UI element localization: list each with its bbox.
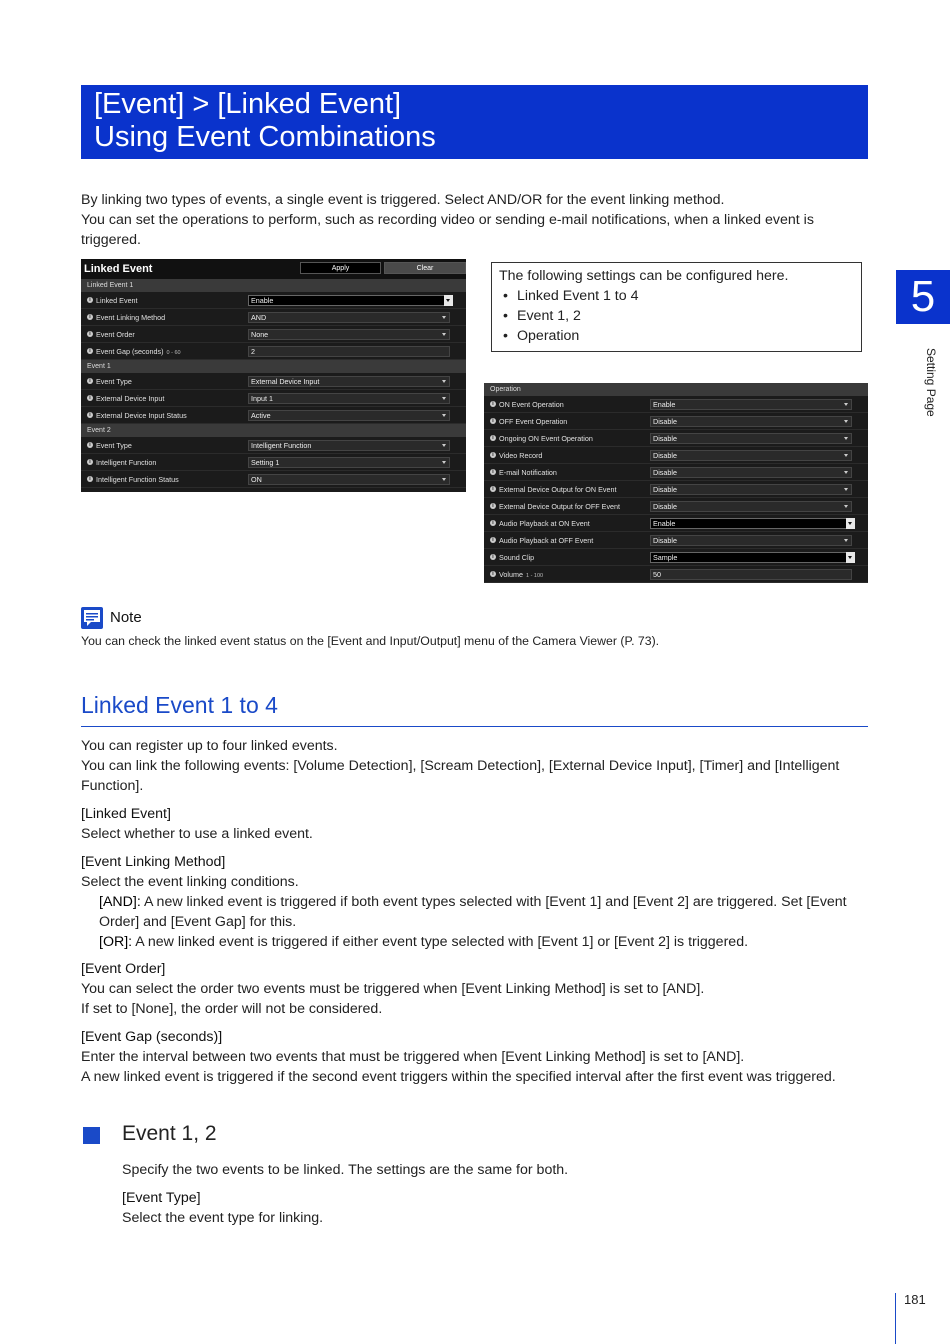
row-label: Sound Clip [499, 553, 535, 562]
chevron-down-icon [442, 333, 446, 336]
term-description: If set to [None], the order will not be considered. [81, 1001, 383, 1017]
term-event-order: [Event Order] [81, 961, 166, 977]
chevron-down-icon [442, 397, 446, 400]
chevron-down-icon [442, 444, 446, 447]
select-value: External Device Input [251, 377, 320, 386]
row-label: Video Record [499, 451, 543, 460]
row-label [499, 570, 543, 579]
row-audio-playback-off [484, 532, 868, 549]
select-value: ON [251, 475, 262, 484]
row-event-type-2 [81, 437, 466, 454]
term-description: Enter the interval between two events that must be triggered when [Event Linking Method] is set to [AND]. [81, 1049, 745, 1065]
chevron-down-icon [844, 437, 848, 440]
select-value: Setting 1 [251, 458, 280, 467]
intro-line-2: You can set the operations to perform, such as recording video or sending e-mail notifications, when a linked event is [81, 212, 814, 228]
paragraph: You can link the following events: [Volume Detection], [Scream Detection], [External Device Input], [Timer] and [Intelligent [81, 758, 840, 774]
page-number-rule [895, 1293, 896, 1344]
row-on-event-operation [484, 396, 868, 413]
row-external-device-input-status [81, 407, 466, 424]
event-order-select[interactable] [248, 329, 450, 340]
and-option-line-2: Order] and [Event Gap] for this. [99, 914, 297, 930]
row-label-text: Volume [499, 570, 523, 579]
linked-event-select[interactable] [248, 295, 453, 306]
info-icon[interactable]: i [87, 348, 93, 354]
dropdown-icon [444, 295, 453, 306]
select-value: Disable [653, 417, 677, 426]
apply-button[interactable]: Apply [300, 262, 381, 274]
term-description: Select whether to use a linked event. [81, 826, 313, 842]
chapter-side-label: Setting Page [924, 348, 938, 417]
row-event-linking-method [81, 309, 466, 326]
row-label [96, 347, 181, 356]
info-icon[interactable]: i [490, 503, 496, 509]
list-item: • Linked Event 1 to 4 [517, 286, 854, 306]
info-icon[interactable]: i [87, 378, 93, 384]
select-value: Active [251, 411, 271, 420]
row-linked-event [81, 292, 466, 309]
panel-title: Linked Event [84, 263, 153, 275]
email-notification-select[interactable] [650, 467, 852, 478]
chevron-down-icon [442, 478, 446, 481]
chevron-down-icon [442, 316, 446, 319]
row-label: Event Type [96, 377, 132, 386]
row-external-device-input [81, 390, 466, 407]
event-type-select[interactable] [248, 376, 450, 387]
row-label: E-mail Notification [499, 468, 557, 477]
dropdown-icon [846, 518, 855, 529]
and-option-line-1 [99, 892, 847, 912]
row-label: Event Order [96, 330, 135, 339]
intro-line-3: triggered. [81, 232, 141, 248]
external-output-on-select[interactable] [650, 484, 852, 495]
chevron-down-icon [442, 380, 446, 383]
row-label: OFF Event Operation [499, 417, 568, 426]
select-value: Disable [653, 451, 677, 460]
audio-playback-off-select[interactable] [650, 535, 852, 546]
volume-input[interactable]: 50 [650, 569, 852, 580]
term-description: Select the event linking conditions. [81, 874, 299, 890]
row-sound-clip [484, 549, 868, 566]
paragraph: You can register up to four linked events. [81, 738, 338, 754]
event-gap-input[interactable]: 2 [248, 346, 450, 357]
info-icon[interactable]: i [87, 314, 93, 320]
range-hint: 0 - 60 [166, 350, 181, 356]
select-value: Enable [251, 296, 274, 305]
row-volume [484, 566, 868, 583]
term-linked-event: [Linked Event] [81, 806, 171, 822]
external-output-off-select[interactable] [650, 501, 852, 512]
row-intelligent-function [81, 454, 466, 471]
term-event-linking-method: [Event Linking Method] [81, 854, 226, 870]
term-event-type: [Event Type] [122, 1190, 201, 1206]
and-label: [AND]: [99, 894, 141, 910]
heading-rule [81, 726, 868, 727]
list-item: • Event 1, 2 [517, 306, 854, 326]
audio-playback-on-select[interactable] [650, 518, 855, 529]
chevron-down-icon [844, 454, 848, 457]
paragraph: Specify the two events to be linked. The settings are the same for both. [122, 1162, 569, 1178]
row-label-text: Event Gap (seconds) [96, 347, 164, 356]
row-video-record [484, 447, 868, 464]
select-value: Sample [653, 553, 678, 562]
row-label: Linked Event [96, 296, 138, 305]
intelligent-function-select[interactable] [248, 457, 450, 468]
section-operation: Operation [484, 383, 868, 396]
external-device-input-select[interactable] [248, 393, 450, 404]
row-label: Event Linking Method [96, 313, 166, 322]
info-icon[interactable]: i [87, 395, 93, 401]
info-icon[interactable]: i [490, 486, 496, 492]
select-value: Disable [653, 468, 677, 477]
clear-button[interactable]: Clear [384, 262, 466, 274]
chevron-down-icon [844, 505, 848, 508]
intelligent-function-status-select[interactable] [248, 474, 450, 485]
or-option-line [99, 932, 748, 952]
term-event-gap: [Event Gap (seconds)] [81, 1029, 223, 1045]
row-off-event-operation [484, 413, 868, 430]
dropdown-icon [846, 552, 855, 563]
row-event-gap [81, 343, 466, 360]
chevron-down-icon [844, 420, 848, 423]
row-label: External Device Output for ON Event [499, 485, 617, 494]
select-value: Disable [653, 502, 677, 511]
select-value: AND [251, 313, 267, 322]
row-event-type-1 [81, 373, 466, 390]
row-external-output-off [484, 498, 868, 515]
info-icon[interactable]: i [490, 418, 496, 424]
note-text: You can check the linked event status on the [Event and Input/Output] menu of the Camera Viewer (P. 73). [81, 634, 660, 648]
info-icon[interactable]: i [490, 554, 496, 560]
info-box-text: The following settings can be configured here. [499, 268, 789, 284]
row-ongoing-on-event-operation [484, 430, 868, 447]
row-label: External Device Output for OFF Event [499, 502, 621, 511]
info-icon[interactable]: i [490, 520, 496, 526]
chevron-down-icon [442, 414, 446, 417]
event-type-select[interactable] [248, 440, 450, 451]
or-text: A new linked event is triggered if either event type selected with [Event 1] or [Event 2] is triggered. [132, 934, 749, 950]
row-label: Intelligent Function [96, 458, 157, 467]
term-description: Select the event type for linking. [122, 1210, 324, 1226]
info-icon[interactable]: i [490, 452, 496, 458]
section-event-1: Event 1 [81, 360, 466, 373]
sound-clip-select[interactable] [650, 552, 855, 563]
row-label: Event Type [96, 441, 132, 450]
linked-event-panel [81, 259, 466, 492]
off-event-operation-select[interactable] [650, 416, 852, 427]
paragraph: Function]. [81, 778, 144, 794]
chapter-title-band [81, 85, 868, 159]
info-box-list [499, 286, 854, 346]
or-label: [OR]: [99, 934, 133, 950]
select-value: Input 1 [251, 394, 273, 403]
select-value: Disable [653, 536, 677, 545]
section-heading-linked-event: Linked Event 1 to 4 [81, 692, 278, 718]
row-label: External Device Input [96, 394, 165, 403]
term-description: You can select the order two events must be triggered when [Event Linking Method] is set to [AND]. [81, 981, 705, 997]
chevron-down-icon [844, 539, 848, 542]
chapter-tab: 5 [896, 270, 950, 324]
info-icon[interactable]: i [490, 537, 496, 543]
note-icon [81, 607, 103, 629]
row-label: Ongoing ON Event Operation [499, 434, 593, 443]
settings-info-box [491, 262, 862, 352]
section-linked-event-1: Linked Event 1 [81, 279, 466, 292]
row-label: Audio Playback at ON Event [499, 519, 590, 528]
row-label: ON Event Operation [499, 400, 564, 409]
row-email-notification [484, 464, 868, 481]
info-icon[interactable]: i [87, 412, 93, 418]
info-icon[interactable]: i [490, 571, 496, 577]
event-linking-method-select[interactable] [248, 312, 450, 323]
select-value: Intelligent Function [251, 441, 312, 450]
note-label: Note [110, 609, 142, 626]
chevron-down-icon [442, 461, 446, 464]
chevron-down-icon [844, 403, 848, 406]
operation-panel [484, 383, 868, 583]
title-line-1: [Event] > [Linked Event] [94, 88, 402, 120]
row-event-order [81, 326, 466, 343]
info-icon[interactable]: i [87, 476, 93, 482]
row-intelligent-function-status [81, 471, 466, 488]
square-bullet-icon [83, 1127, 100, 1144]
info-icon[interactable]: i [87, 297, 93, 303]
list-item: • Operation [517, 326, 854, 346]
intro-line-1: By linking two types of events, a single event is triggered. Select AND/OR for the event linking method. [81, 192, 725, 208]
chevron-down-icon [844, 488, 848, 491]
info-icon[interactable]: i [87, 459, 93, 465]
select-value: Enable [653, 519, 676, 528]
and-text: A new linked event is triggered if both event types selected with [Event 1] and [Event 2] are triggered. Set [Event [140, 894, 847, 910]
row-label: Intelligent Function Status [96, 475, 179, 484]
row-audio-playback-on [484, 515, 868, 532]
page-number: 181 [904, 1292, 926, 1307]
info-icon[interactable]: i [87, 442, 93, 448]
select-value: None [251, 330, 269, 339]
external-device-input-status-select[interactable] [248, 410, 450, 421]
select-value: Disable [653, 485, 677, 494]
panel-header [81, 259, 466, 279]
section-heading-event-1-2: Event 1, 2 [122, 1122, 217, 1145]
info-icon[interactable]: i [490, 469, 496, 475]
info-icon[interactable]: i [87, 331, 93, 337]
section-event-2: Event 2 [81, 424, 466, 437]
row-external-output-on [484, 481, 868, 498]
info-icon[interactable]: i [490, 401, 496, 407]
row-label: External Device Input Status [96, 411, 187, 420]
range-hint: 1 - 100 [525, 573, 544, 579]
select-value: Disable [653, 434, 677, 443]
video-record-select[interactable] [650, 450, 852, 461]
info-icon[interactable]: i [490, 435, 496, 441]
ongoing-on-event-operation-select[interactable] [650, 433, 852, 444]
select-value: Enable [653, 400, 676, 409]
row-label: Audio Playback at OFF Event [499, 536, 594, 545]
term-description: A new linked event is triggered if the second event triggers within the specified interval after the first event was triggered. [81, 1069, 836, 1085]
chevron-down-icon [844, 471, 848, 474]
on-event-operation-select[interactable] [650, 399, 852, 410]
title-line-2: Using Event Combinations [94, 121, 436, 153]
